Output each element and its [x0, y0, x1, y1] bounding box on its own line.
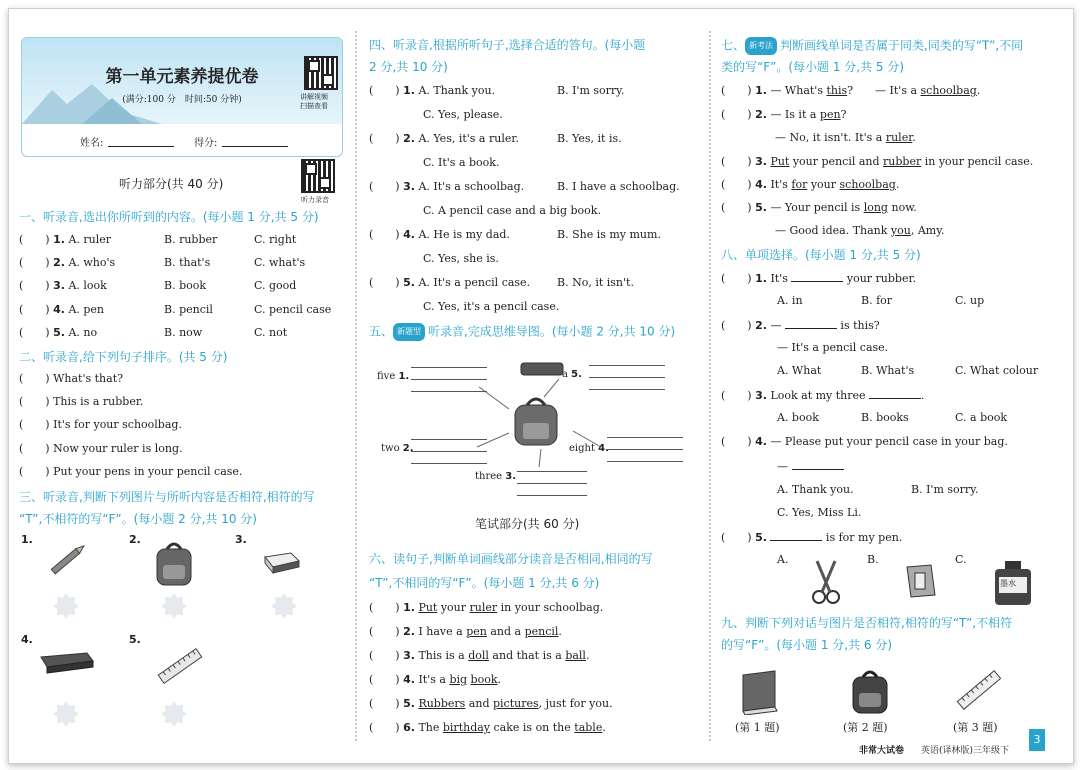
list-item: ( ) It's for your schoolbag.	[19, 418, 182, 431]
schoolbag-icon-2	[845, 669, 895, 715]
option-b: B. that's	[164, 256, 211, 269]
option-c: C. Yes, Miss Li.	[777, 506, 862, 519]
option-c: C. good	[254, 279, 297, 292]
written-part-heading: 笔试部分(共 60 分)	[475, 517, 580, 531]
mind-map-answer-line-4[interactable]	[607, 461, 683, 462]
list-item: ( ) 5. is for my pen.	[721, 531, 903, 544]
caption-3: (第 3 题)	[953, 721, 998, 734]
list-item: ( ) Put your pens in your pencil case.	[19, 465, 243, 478]
section-2-title: 二、听录音,给下列句子排序。(共 5 分)	[19, 350, 228, 364]
list-item: ( ) 4. It's a big book.	[369, 673, 501, 686]
mind-map-line	[589, 365, 665, 366]
list-item: ( ) 5. A. It's a pencil case.	[369, 276, 531, 289]
option-c: C. not	[254, 326, 288, 339]
list-item: ( ) 3. A. It's a schoolbag.	[369, 180, 525, 193]
mind-map-line	[607, 449, 683, 450]
option-b: B. What's	[861, 364, 915, 377]
caption-1: (第 1 题)	[735, 721, 780, 734]
section-5-title: 五、 新题型 听录音,完成思维导图。(每小题 2 分,共 10 分)	[369, 323, 675, 341]
column-divider-2	[709, 31, 711, 741]
qr-caption-1: 讲解视频	[300, 93, 328, 101]
ink-label: 墨水	[1000, 579, 1016, 588]
list-item: ( ) 2. A. Yes, it's a ruler.	[369, 132, 519, 145]
answer-box-1[interactable]	[53, 593, 79, 619]
mind-map-eight: eight 4.	[569, 443, 609, 454]
list-item: ( ) 6. The birthday cake is on the table.	[369, 721, 606, 734]
list-item: ( ) 2. I have a pen and a pencil.	[369, 625, 562, 638]
section-9-title-line2: 的写“F”。(每小题 1 分,共 6 分)	[721, 638, 893, 652]
option-a: A. What	[777, 364, 822, 377]
option-b: B. rubber	[164, 233, 218, 246]
rubber-icon	[261, 547, 303, 575]
section-9-title-line1: 九、判断下列对话与图片是否相符,相符的写“T”,不相符	[721, 616, 1013, 630]
audio-qr-code[interactable]	[301, 159, 335, 193]
answer-blank[interactable]	[785, 318, 837, 329]
pic-label-2: 2.	[129, 533, 141, 546]
option-b: B. books	[861, 411, 909, 424]
book-icon	[737, 669, 781, 715]
section-7-title-line1: 七、 新考法 判断画线单词是否属于同类,同类的写“T”,不同	[721, 37, 1023, 55]
list-item: ( ) 3. Look at my three .	[721, 389, 925, 402]
pic-label-4: 4.	[21, 633, 33, 646]
list-item-continued: — No, it isn't. It's a ruler.	[775, 131, 916, 144]
footer-brand: 非常大试卷	[859, 746, 905, 756]
option-c: C. up	[955, 294, 985, 307]
list-item: ( ) 2. — Is it a pen?	[721, 108, 847, 121]
new-type-badge: 新题型	[393, 323, 425, 341]
list-item: ( ) 4. A. pen	[19, 303, 105, 316]
list-item: ( ) 5. — Your pencil is long now.	[721, 201, 917, 214]
mind-map-pencil-case-icon	[519, 359, 565, 379]
list-item: ( ) 2. A. who's	[19, 256, 116, 269]
answer-box-2[interactable]	[161, 593, 187, 619]
option-c: C. Yes, she is.	[423, 252, 499, 265]
footer-subject: 英语(译林版)三年级下	[921, 746, 1010, 756]
answer-blank[interactable]	[869, 388, 921, 399]
mind-map-line	[517, 471, 587, 472]
list-item: ( ) 3. Put your pencil and rubber in your pencil case.	[721, 155, 1034, 168]
mind-map-three: three 3.	[475, 471, 517, 482]
option-c: C. It's a book.	[423, 156, 500, 169]
mind-map-schoolbag-icon	[507, 397, 565, 449]
mind-map-line	[589, 377, 665, 378]
option-c: C. A pencil case and a big book.	[423, 204, 601, 217]
option-a: A. in	[777, 294, 803, 307]
mind-map-line	[411, 451, 487, 452]
caption-2: (第 2 题)	[843, 721, 888, 734]
new-method-badge: 新考法	[745, 37, 777, 55]
section-8-title: 八、单项选择。(每小题 1 分,共 5 分)	[721, 248, 921, 262]
dialogue-line: —	[777, 459, 844, 474]
option-c: C. a book	[955, 411, 1008, 424]
list-item: ( ) 1. Put your ruler in your schoolbag.	[369, 601, 604, 614]
list-item: ( ) 1. A. Thank you.	[369, 84, 496, 97]
answer-box-4[interactable]	[53, 701, 79, 727]
section-4-title-line2: 2 分,共 10 分)	[369, 60, 448, 74]
option-a: A. book	[777, 411, 819, 424]
title-box	[21, 37, 343, 157]
ruler-icon-2	[953, 665, 1005, 715]
list-item: ( ) 5. A. no	[19, 326, 98, 339]
section-3-title-line2: “T”,不相符的写“F”。(每小题 2 分,共 10 分)	[19, 512, 257, 526]
answer-box-3[interactable]	[271, 593, 297, 619]
page-title: 第一单元素养提优卷	[105, 67, 259, 87]
list-item: ( ) 1. A. ruler	[19, 233, 112, 246]
option-a: A.	[777, 553, 789, 566]
list-item: ( ) 2. — is this?	[721, 319, 880, 332]
list-item-continued: — Good idea. Thank you, Amy.	[775, 224, 945, 237]
option-c: C. pencil case	[254, 303, 332, 316]
list-item: ( ) 1. It's your rubber.	[721, 272, 917, 285]
list-item: ( ) 4. A. He is my dad.	[369, 228, 510, 241]
option-c: C. Yes, please.	[423, 108, 503, 121]
audio-qr-caption: 听力录音	[301, 196, 329, 204]
option-c: C. Yes, it's a pencil case.	[423, 300, 560, 313]
mind-map-line	[411, 439, 487, 440]
list-item: ( ) 4. — Please put your pencil case in your bag.	[721, 435, 1008, 448]
section-6-title-line2: “T”,不相同的写“F”。(每小题 1 分,共 6 分)	[369, 576, 600, 590]
ruler-icon	[155, 643, 205, 689]
name-field[interactable]	[108, 146, 174, 147]
option-c: C. right	[254, 233, 297, 246]
option-b: B. I'm sorry.	[557, 84, 625, 97]
answer-blank[interactable]	[770, 530, 822, 541]
pencil-icon	[45, 539, 89, 581]
section-4-title-line1: 四、听录音,根据所听句子,选择合适的答句。(每小题	[369, 38, 646, 52]
answer-blank[interactable]	[791, 271, 843, 282]
option-b: B.	[867, 553, 879, 566]
mind-map-answer-line-2[interactable]	[411, 463, 487, 464]
listening-part-heading: 听力部分(共 40 分)	[119, 177, 224, 191]
pic-label-5: 5.	[129, 633, 141, 646]
list-item: ( ) 5. Rubbers and pictures, just for you.	[369, 697, 613, 710]
list-item: ( ) 3. A. look	[19, 279, 107, 292]
option-b: B. I'm sorry.	[911, 483, 979, 496]
mind-map-answer-line-5[interactable]	[589, 389, 665, 390]
worksheet-page	[8, 8, 1074, 764]
mind-map-answer-line-1[interactable]	[411, 391, 487, 392]
scissors-icon	[809, 557, 845, 607]
option-a: A. Thank you.	[777, 483, 854, 496]
sharpener-icon	[901, 561, 941, 601]
column-divider-1	[355, 31, 357, 741]
option-b: B. pencil	[164, 303, 213, 316]
option-c: C.	[955, 553, 967, 566]
qr-caption-2: 扫描查看	[300, 102, 328, 110]
mind-map-line	[517, 483, 587, 484]
option-b: B. I have a schoolbag.	[557, 180, 680, 193]
option-c: C. what's	[254, 256, 306, 269]
mind-map-answer-line-3[interactable]	[517, 495, 587, 496]
section-7-title-line2: 类的写“F”。(每小题 1 分,共 5 分)	[721, 60, 905, 74]
mind-map-line	[411, 379, 487, 380]
list-item: ( ) 1. — What's this? — It's a schoolbag.	[721, 84, 981, 97]
page-number: 3	[1029, 729, 1045, 751]
option-b: B. now	[164, 326, 203, 339]
schoolbag-icon	[149, 541, 199, 587]
page-subtitle: (满分:100 分 时间:50 分钟)	[122, 95, 242, 105]
pic-label-1: 1.	[21, 533, 33, 546]
option-c: C. What colour	[955, 364, 1039, 377]
dialogue-line: — It's a pencil case.	[777, 341, 889, 354]
section-1-title: 一、听录音,选出你所听到的内容。(每小题 1 分,共 5 分)	[19, 210, 319, 224]
option-b: B. book	[164, 279, 207, 292]
section-6-title-line1: 六、读句子,判断单词画线部分读音是否相同,相同的写	[369, 552, 653, 566]
mind-map-line	[411, 367, 487, 368]
video-qr-code[interactable]	[304, 56, 338, 90]
option-b: B. No, it isn't.	[557, 276, 634, 289]
mind-map-a: a 5.	[562, 369, 582, 380]
option-b: B. for	[861, 294, 893, 307]
list-item: ( ) What's that?	[19, 372, 124, 385]
list-item: ( ) 4. It's for your schoolbag.	[721, 178, 900, 191]
list-item: ( ) This is a rubber.	[19, 395, 144, 408]
pencil-case-icon	[39, 649, 95, 675]
mind-map-five: five 1.	[377, 371, 410, 382]
answer-blank[interactable]	[792, 459, 844, 470]
option-b: B. She is my mum.	[557, 228, 661, 241]
answer-box-5[interactable]	[161, 701, 187, 727]
score-label: 得分:	[194, 138, 218, 149]
section-3-title-line1: 三、听录音,判断下列图片与所听内容是否相符,相符的写	[19, 490, 315, 504]
mind-map-line	[607, 437, 683, 438]
score-field[interactable]	[222, 146, 288, 147]
list-item: ( ) Now your ruler is long.	[19, 442, 183, 455]
name-label: 姓名:	[80, 138, 104, 149]
pic-label-3: 3.	[235, 533, 247, 546]
list-item: ( ) 3. This is a doll and that is a ball.	[369, 649, 590, 662]
option-b: B. Yes, it is.	[557, 132, 622, 145]
mind-map-two: two 2.	[381, 443, 414, 454]
